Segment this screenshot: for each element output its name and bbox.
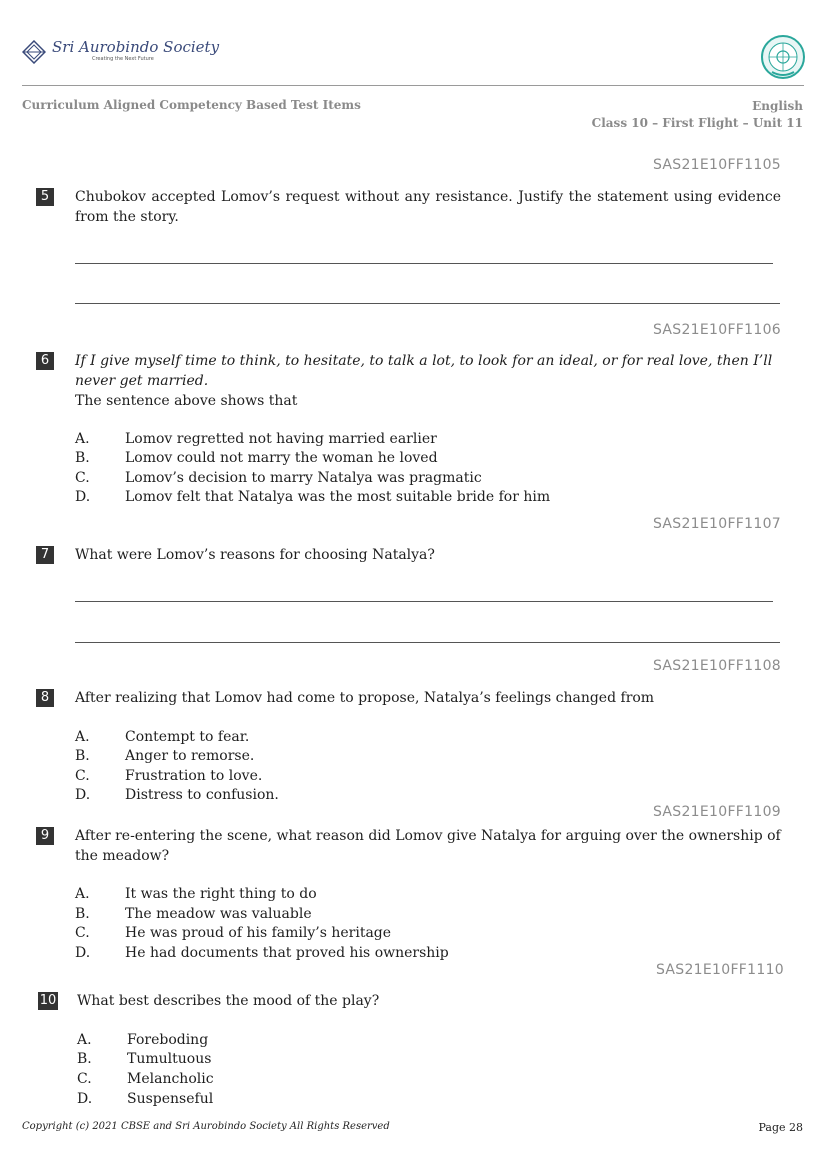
option-text: Suspenseful <box>127 1091 214 1107</box>
question-number: 10 <box>39 993 57 1008</box>
option-b[interactable] <box>75 905 312 925</box>
copyright-notice: Copyright (c) 2021 CBSE and Sri Aurobindo Society All Rights Reserved <box>22 1121 390 1132</box>
answer-line[interactable] <box>75 601 773 602</box>
question-text: What were Lomov’s reasons for choosing Natalya? <box>75 547 435 563</box>
option-d[interactable] <box>75 944 449 964</box>
option-a[interactable] <box>77 1031 208 1051</box>
cbse-seal-icon <box>760 34 806 80</box>
option-text: Distress to confusion. <box>125 787 279 803</box>
question-text: The sentence above shows that <box>75 393 298 409</box>
question-code: SAS21E10FF1107 <box>652 516 781 532</box>
option-letter: A. <box>75 886 90 902</box>
option-text: Foreboding <box>127 1032 209 1048</box>
option-letter: D. <box>75 787 91 803</box>
answer-line[interactable] <box>75 263 773 264</box>
answer-line[interactable] <box>75 303 780 304</box>
option-text: He had documents that proved his ownership <box>125 945 449 961</box>
option-letter: D. <box>77 1091 93 1107</box>
option-text: Melancholic <box>127 1071 214 1087</box>
option-text: Tumultuous <box>127 1051 212 1067</box>
option-text: The meadow was valuable <box>125 906 312 922</box>
society-emblem-icon <box>22 40 46 64</box>
question-code: SAS21E10FF1109 <box>652 804 781 820</box>
question-text: After realizing that Lomov had come to propose, Natalya’s feelings changed from <box>75 690 655 706</box>
option-letter: C. <box>77 1071 92 1087</box>
option-d[interactable] <box>75 488 550 508</box>
class-unit: Class 10 – First Flight – Unit 11 <box>591 116 803 130</box>
question-code: SAS21E10FF1110 <box>655 962 784 978</box>
option-text: He was proud of his family’s heritage <box>125 925 392 941</box>
option-letter: A. <box>75 729 90 745</box>
org-name: Sri Aurobindo Society <box>52 38 220 56</box>
header-divider <box>22 85 804 86</box>
option-c[interactable] <box>75 924 391 944</box>
subject: English <box>752 99 803 113</box>
option-a[interactable] <box>75 728 249 748</box>
question-quote: If I give myself time to think, to hesitate, to talk a lot, to look for an ideal, or for real love, then I’ll never get married. <box>75 353 773 389</box>
page-number: Page 28 <box>758 1121 803 1134</box>
option-c[interactable] <box>75 469 482 489</box>
cbse-seal-logo <box>760 34 806 80</box>
question-text: Chubokov accepted Lomov’s request without any resistance. Justify the statement using evidence from the story. <box>75 189 781 225</box>
question-text: What best describes the mood of the play? <box>77 993 380 1009</box>
sri-aurobindo-society-logo <box>22 38 220 66</box>
option-letter: B. <box>75 906 90 922</box>
option-text: Lomov felt that Natalya was the most suitable bride for him <box>125 489 551 505</box>
option-letter: C. <box>75 470 90 486</box>
option-letter: A. <box>77 1032 92 1048</box>
option-text: It was the right thing to do <box>125 886 317 902</box>
question-number: 7 <box>36 546 54 564</box>
option-letter: C. <box>75 768 90 784</box>
question-code: SAS21E10FF1105 <box>652 157 781 173</box>
option-text: Lomov’s decision to marry Natalya was pragmatic <box>125 470 482 486</box>
question-number: 5 <box>36 188 54 206</box>
option-letter: B. <box>75 748 90 764</box>
option-c[interactable] <box>75 767 262 787</box>
answer-line[interactable] <box>75 642 780 643</box>
option-b[interactable] <box>75 747 254 767</box>
subject-info <box>592 98 803 132</box>
option-text: Anger to remorse. <box>125 748 255 764</box>
option-text: Contempt to fear. <box>125 729 250 745</box>
option-c[interactable] <box>77 1070 214 1090</box>
option-text: Lomov could not marry the woman he loved <box>125 450 438 466</box>
option-text: Frustration to love. <box>125 768 263 784</box>
option-b[interactable] <box>77 1050 211 1070</box>
option-letter: B. <box>77 1051 92 1067</box>
question-text: After re-entering the scene, what reason did Lomov give Natalya for arguing over the ownership of the meadow? <box>75 828 781 864</box>
option-b[interactable] <box>75 449 438 469</box>
question-code: SAS21E10FF1108 <box>652 658 781 674</box>
option-a[interactable] <box>75 885 317 905</box>
question-number: 8 <box>36 689 54 707</box>
option-letter: A. <box>75 431 90 447</box>
option-letter: B. <box>75 450 90 466</box>
document-series-title: Curriculum Aligned Competency Based Test Items <box>22 98 361 112</box>
option-d[interactable] <box>75 786 279 806</box>
org-tagline: Creating the Next Future <box>92 56 154 62</box>
question-number: 9 <box>36 827 54 845</box>
option-a[interactable] <box>75 430 437 450</box>
option-text: Lomov regretted not having married earlier <box>125 431 437 447</box>
question-number: 6 <box>36 352 54 370</box>
option-letter: C. <box>75 925 90 941</box>
question-code: SAS21E10FF1106 <box>652 322 781 338</box>
option-letter: D. <box>75 945 91 961</box>
option-letter: D. <box>75 489 91 505</box>
option-d[interactable] <box>77 1090 213 1110</box>
